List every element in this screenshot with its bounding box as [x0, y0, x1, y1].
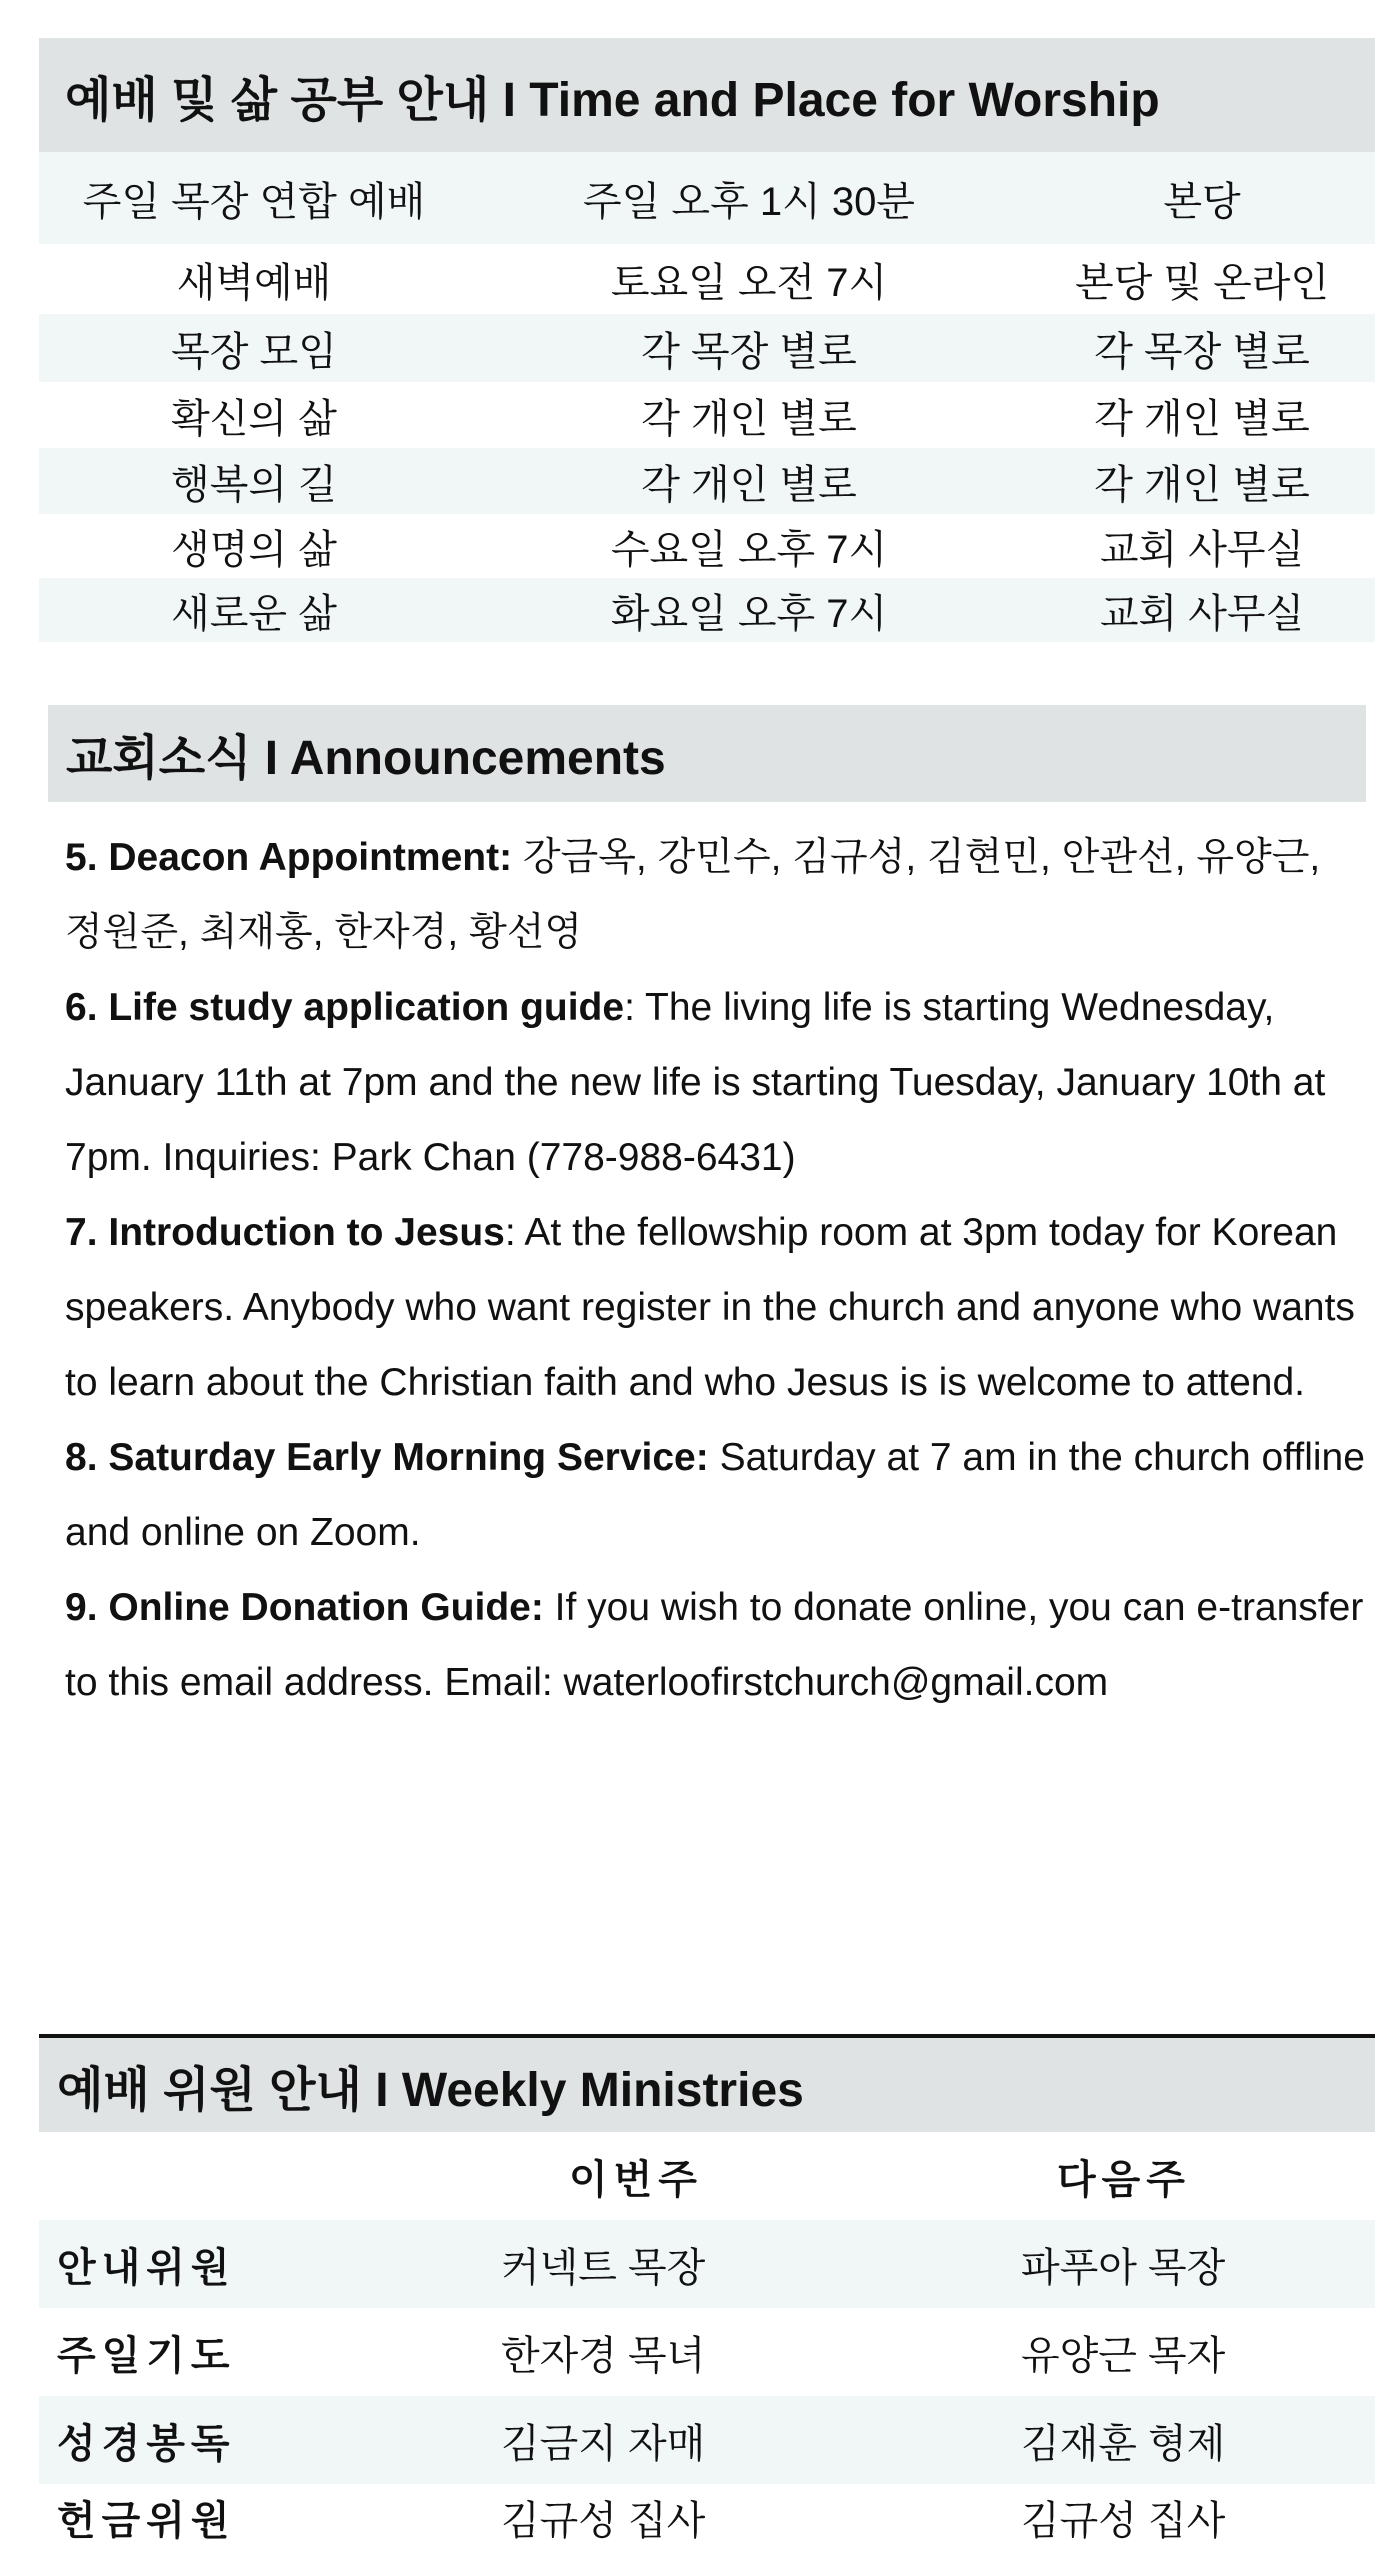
announcement-title: 8. Saturday Early Morning Service: [65, 1436, 709, 1479]
ministry-row [39, 2484, 1375, 2550]
ministry-next-week: 김규성 집사 [1021, 2498, 1226, 2543]
announcement-text: : The living life is starting Wednesday, January 11th at 7pm and the new life is starting Tuesday, January 10th at 7pm. Inquiries: Park Chan (778-988-6431) [65, 986, 1326, 1179]
worship-time: 주일 오후 1시 30분 [583, 179, 915, 224]
worship-place: 교회 사무실 [1099, 591, 1305, 636]
announcements-section-title [48, 705, 1366, 802]
worship-name: 주일 목장 연합 예배 [82, 179, 426, 224]
next-week-column-header: 다음주 [1057, 2157, 1191, 2202]
worship-row [39, 578, 1375, 642]
worship-place: 각 개인 별로 [1094, 396, 1310, 441]
ministries-title-text: 예배 위원 안내 I Weekly Ministries [57, 2063, 804, 2117]
announcements-list [65, 820, 1365, 1720]
worship-row [39, 382, 1375, 448]
ministries-section-title [39, 2034, 1375, 2132]
worship-name: 행복의 길 [171, 462, 337, 507]
ministry-row [39, 2396, 1375, 2484]
worship-row [39, 448, 1375, 514]
worship-row [39, 152, 1375, 244]
worship-place: 교회 사무실 [1099, 527, 1305, 572]
ministry-this-week: 김규성 집사 [501, 2498, 706, 2543]
ministry-next-week: 유양근 목자 [1021, 2333, 1226, 2378]
worship-name: 확신의 삶 [171, 396, 337, 441]
worship-section-title [39, 38, 1375, 152]
worship-name: 새벽예배 [176, 260, 332, 305]
worship-title-text: 예배 및 삶 공부 안내 I Time and Place for Worship [65, 73, 1160, 127]
ministries-header-row [39, 2132, 1375, 2220]
announcement-item [65, 970, 1365, 1195]
worship-time: 각 개인 별로 [641, 462, 857, 507]
announcement-item [65, 1420, 1365, 1570]
worship-place: 본당 및 온라인 [1074, 260, 1330, 305]
ministry-next-week: 김재훈 형제 [1021, 2421, 1226, 2466]
ministry-role: 주일기도 [57, 2333, 236, 2378]
ministry-this-week: 김금지 자매 [501, 2421, 706, 2466]
ministry-this-week: 한자경 목녀 [501, 2333, 706, 2378]
announcement-item [65, 1570, 1365, 1720]
worship-time: 각 목장 별로 [641, 329, 857, 374]
worship-name: 새로운 삶 [171, 591, 337, 636]
announcements-title-text: 교회소식 I Announcements [66, 732, 666, 785]
worship-time: 토요일 오전 7시 [610, 260, 888, 305]
ministry-row [39, 2308, 1375, 2396]
announcement-title: 9. Online Donation Guide: [65, 1586, 544, 1629]
worship-place: 각 목장 별로 [1094, 329, 1310, 374]
ministry-row [39, 2220, 1375, 2308]
announcement-title: 7. Introduction to Jesus [65, 1211, 505, 1254]
worship-row [39, 514, 1375, 578]
announcement-title: 5. Deacon Appointment: [65, 836, 513, 879]
ministry-role: 성경봉독 [57, 2421, 236, 2466]
worship-row [39, 314, 1375, 382]
announcement-text: If you wish to donate online, you can e-transfer to this email address. Email: waterloofirstchurch@gmail.com [65, 1586, 1364, 1704]
announcement-item [65, 1195, 1365, 1420]
worship-time: 화요일 오후 7시 [610, 591, 888, 636]
worship-time: 수요일 오후 7시 [610, 527, 888, 572]
ministry-role: 안내위원 [57, 2245, 236, 2290]
ministry-next-week: 파푸아 목장 [1021, 2245, 1226, 2290]
worship-name: 목장 모임 [171, 329, 337, 374]
announcement-text: Saturday at 7 am in the church offline and online on Zoom. [65, 1436, 1365, 1554]
ministry-role: 헌금위원 [57, 2498, 236, 2543]
this-week-column-header: 이번주 [569, 2157, 703, 2202]
worship-row [39, 244, 1375, 314]
ministry-this-week: 커넥트 목장 [501, 2245, 706, 2290]
announcement-text: 강금옥, 강민수, 김규성, 김현민, 안관선, 유양근, 정원준, 최재홍, 한자경, 황선영 [65, 836, 1321, 954]
worship-name: 생명의 삶 [171, 527, 337, 572]
worship-place: 본당 [1163, 179, 1241, 224]
worship-place: 각 개인 별로 [1094, 462, 1310, 507]
announcement-text: : At the fellowship room at 3pm today for Korean speakers. Anybody who want register in the church and anyone who wants to learn about the Christian faith and who Jesus is is welcome to attend. [65, 1211, 1355, 1404]
announcement-title: 6. Life study application guide [65, 986, 625, 1029]
worship-time: 각 개인 별로 [641, 396, 857, 441]
announcement-item [65, 820, 1365, 970]
